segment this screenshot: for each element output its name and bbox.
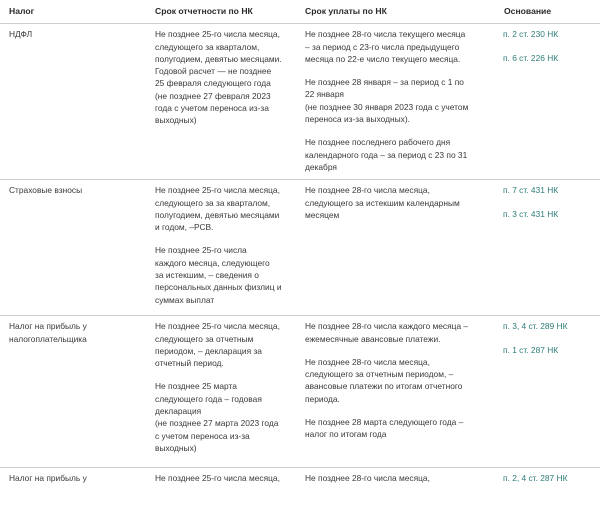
law-reference-link[interactable]: п. 6 ст. 226 НК: [503, 52, 559, 63]
payment-deadline-text: Не позднее 28-го числа месяца, следующего за отчетным периодом, – авансовые платежи по итогам отчетного периода.: [305, 356, 463, 404]
tax-name-cell: [0, 24, 146, 180]
payment-deadline-cell: [296, 316, 495, 468]
table-row: [0, 180, 600, 316]
table-row: [0, 316, 600, 468]
tax-name: НДФЛ: [9, 29, 33, 40]
report-deadline-text: Не позднее 25-го числа месяца,: [155, 473, 280, 484]
report-deadline-cell: [146, 24, 296, 180]
table-row: [0, 468, 600, 503]
tax-name-cell: [0, 316, 146, 468]
tax-name-cell: [0, 180, 146, 316]
payment-deadline-text: Не позднее 28 марта следующего года – налог по итогам года: [305, 417, 464, 440]
payment-deadline-text: Не позднее 28-го числа текущего месяца – за период с 23-го числа предыдущего месяца по 22-е число текущего месяца.: [305, 29, 466, 64]
header-payment-deadline: Срок уплаты по НК: [296, 0, 495, 24]
report-deadline-cell: [146, 316, 296, 468]
law-reference-link[interactable]: п. 7 ст. 431 НК: [503, 185, 559, 196]
law-reference-link[interactable]: п. 2 ст. 230 НК: [503, 29, 559, 40]
basis-cell: [495, 316, 600, 468]
table-row: [0, 24, 600, 180]
report-deadline-text: Не позднее 25-го числа месяца, следующего за за кварталом, полугодием, девятью месяцами и годом, –РСВ.: [155, 185, 280, 233]
law-reference-link[interactable]: п. 3, 4 ст. 289 НК: [503, 321, 568, 332]
basis-cell: [495, 180, 600, 316]
law-reference-link[interactable]: п. 1 ст. 287 НК: [503, 344, 559, 355]
law-reference-link[interactable]: п. 2, 4 ст. 287 НК: [503, 473, 568, 484]
tax-name-cell: [0, 468, 146, 503]
report-deadline-cell: [146, 468, 296, 503]
law-reference-link[interactable]: п. 3 ст. 431 НК: [503, 208, 559, 219]
tax-name: Налог на прибыль у: [9, 473, 87, 484]
report-deadline-text: Не позднее 25-го числа месяца, следующего за отчетным периодом, – декларация за отчетный период.: [155, 321, 280, 369]
payment-deadline-text: Не позднее 28-го числа месяца, следующего за истекшим календарным месяцем: [305, 185, 460, 220]
basis-cell: [495, 24, 600, 180]
payment-deadline-text: Не позднее 28 января – за период с 1 по 22 января (не позднее 30 января 2023 года с учетом переноса из-за выходных).: [305, 77, 469, 125]
header-report-deadline: Срок отчетности по НК: [146, 0, 296, 24]
payment-deadline-text: Не позднее 28-го числа месяца,: [305, 473, 430, 484]
payment-deadline-text: Не позднее последнего рабочего дня календарного года – за период с 23 по 31 декабря: [305, 137, 468, 172]
header-tax: Налог: [0, 0, 146, 24]
payment-deadline-text: Не позднее 28-го числа каждого месяца – ежемесячные авансовые платежи.: [305, 321, 469, 344]
payment-deadline-cell: [296, 180, 495, 316]
report-deadline-text: Не позднее 25-го числа месяца, следующего за кварталом, полугодием, девятью месяцами. Годовой расчет — не позднее 25 февраля следующего года (не позднее 27 февраля 2023 года с учетом переноса из-за выходных): [155, 29, 282, 126]
report-deadline-text: Не позднее 25 марта следующего года – годовая декларация (не позднее 27 марта 2023 года с учетом переноса из-за выходных): [155, 381, 279, 453]
tax-name: Страховые взносы: [9, 185, 83, 196]
report-deadline-text: Не позднее 25-го числа каждого месяца, следующего за истекшим, – сведения о персональных данных физлиц и суммах выплат: [155, 245, 282, 305]
header-basis: Основание: [495, 0, 600, 24]
payment-deadline-cell: [296, 24, 495, 180]
report-deadline-cell: [146, 180, 296, 316]
payment-deadline-cell: [296, 468, 495, 503]
table-header-row: [0, 0, 600, 24]
basis-cell: [495, 468, 600, 503]
tax-name: Налог на прибыль у налогоплательщика: [9, 321, 87, 344]
